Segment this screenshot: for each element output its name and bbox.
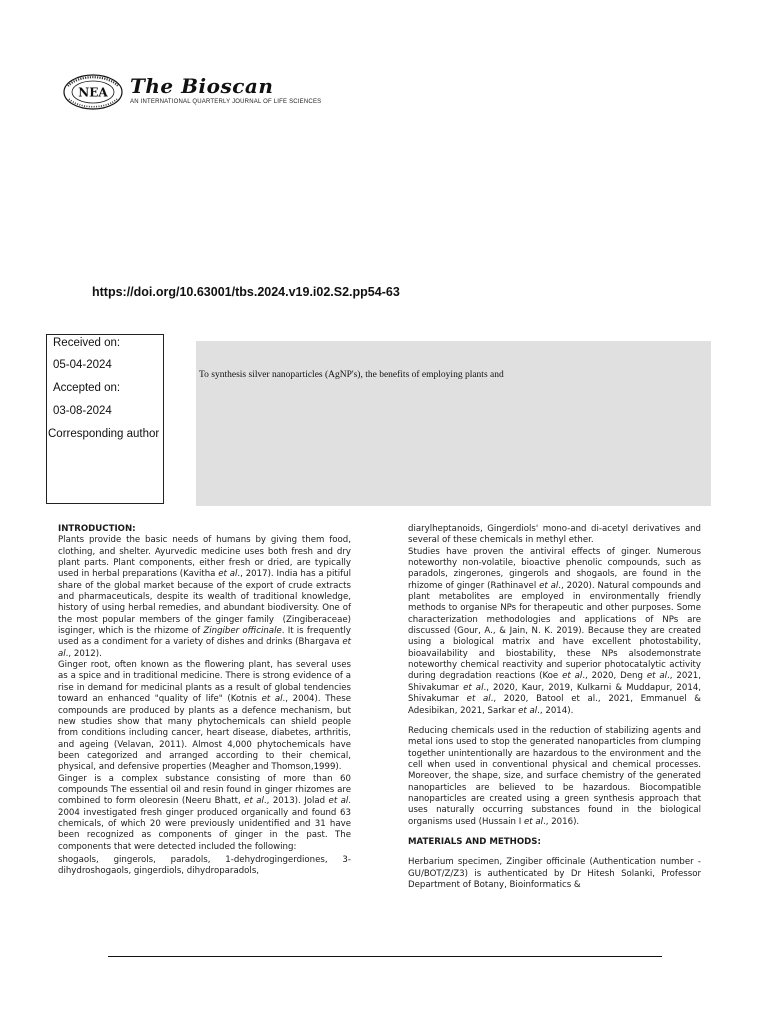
compounds-continued: diarylheptanoids, Gingerdiols' mono-and di-acetyl derivatives and several of these chemicals in methyl ether. [408,524,701,546]
svg-text:NEA: NEA [78,85,108,100]
nea-seal-icon [62,74,124,110]
body-column-right [408,524,701,891]
article-dates-box [46,334,164,504]
reducing-chemicals-paragraph: Reducing chemicals used in the reduction of stabilizing agents and metal ions used to stop the generated nanoparticles from clumping together unintentionally are hazardous to the environment and the cell when used in conventional physical and chemical processes. Moreover, the shape, size, and surface chemistry of the generated nanoparticles are believed to be hazardous. Biocompatible nanoparticles are created using a green synthesis approach that uses naturally occurring substances found in the biological organisms used (Hussain I et al., 2016). [408,725,701,827]
intro-paragraph-2: Ginger root, often known as the flowering plant, has several uses as a spice and in traditional medicine. There is strong evidence of a rise in demand for medicinal plants as a result of global tendencies toward an enhanced "quality of life" (Kotnis et al., 2004). These compounds are produced by plants as a defence mechanism, but new studies show that many phytochemicals can shield people from conditions including cancer, heart disease, diabetes, arthritis, and ageing (Velavan, 2011). Almost 4,000 phytochemicals have been categorized and arranged according to their chemical, physical, and defensive properties (Meagher and Thomson,1999). [58,660,351,773]
journal-name: The Bioscan [130,74,274,98]
abstract-text: To synthesis silver nanoparticles (AgNP's), the benefits of employing plants and [199,370,504,380]
methods-paragraph-1: Herbarium specimen, Zingiber officinale (Authentication number - GU/BOT/Z/Z3) is authenticated by Dr Hitesh Solanki, Professor Department of Botany, Bioinformatics & [408,857,701,890]
received-label: Received on: [53,337,121,349]
body-column-left [58,524,351,878]
intro-paragraph-3: Ginger is a complex substance consisting of more than 60 compounds The essential oil and resin found in ginger rhizomes are combined to form oleoresin (Neeru Bhatt, et al., 2013). Jolad et al. 2004 investigated fresh ginger produced organically and found 63 chemicals, of which 20 were previously unidentified and 31 have been recognized as components of ginger in the past. The components that were detected included the following: [58,773,352,852]
journal-logo [62,74,322,110]
journal-tagline: AN INTERNATIONAL QUARTERLY JOURNAL OF LIFE SCIENCES [130,99,322,105]
doi-link[interactable]: https://doi.org/10.63001/tbs.2024.v19.i02.S2.pp54-63 [92,285,400,299]
intro-paragraph-4: shogaols, gingerols, paradols, 1-dehydrogingerdiones, 3-dihydroshogaols, gingerdiols, dihydroparadols, [58,854,351,877]
materials-methods-heading: MATERIALS AND METHODS: [408,836,541,847]
received-date: 05-04-2024 [53,359,112,371]
introduction-heading: INTRODUCTION: [58,524,136,534]
intro-paragraph-1: Plants provide the basic needs of humans by giving them food, clothing, and shelter. Ayurvedic medicine uses both fresh and dry plant parts. Plant components, either fresh or dried, are typically used in herbal preparations (Kavitha et al., 2017). India has a pitiful share of the global market because of the export of crude extracts and pharmaceuticals, despite its wealth of traditional knowledge, history of using herbal remedies, and abundant biodiversity. One of the most popular members of the ginger family (Zingiberaceae) isginger, which is the rhizome of Zingiber officinale. It is frequently used as a condiment for a variety of dishes and drinks (Bhargava et al., 2012). [58,535,352,659]
accepted-label: Accepted on: [53,382,121,394]
corresponding-author-label: Corresponding author [48,428,160,440]
antiviral-paragraph: Studies have proven the antiviral effects of ginger. Numerous noteworthy non-volatile, bioactive phenolic compounds, such as paradols, zingerones, gingerols and shogaols, are found in the rhizome of ginger (Rathinavel et al., 2020). Natural compounds and plant metabolites are employed in environmentally friendly methods to organise NPs for therapeutic and other purposes. Some characterization methodologies and applications of NPs are discussed (Gour, A., & Jain, N. K. 2019). Because they are created using a biological matrix and have excellent photostability, bioavailability and biostability, these NPs alsodemonstrate noteworthy chemical reactivity and superior photocatalytic activity during degradation reactions (Koe et al., 2020, Deng et al., 2021, Shivakumar et al., 2020, Kaur, 2019, Kulkarni & Muddapur, 2014, Shivakumar et al., 2020, Batool et al., 2021, Emmanuel & Adesibikan, 2021, Sarkar et al., 2014). [408,546,702,716]
footer-divider [108,956,662,957]
abstract-box [196,341,711,506]
accepted-date: 03-08-2024 [53,405,112,417]
